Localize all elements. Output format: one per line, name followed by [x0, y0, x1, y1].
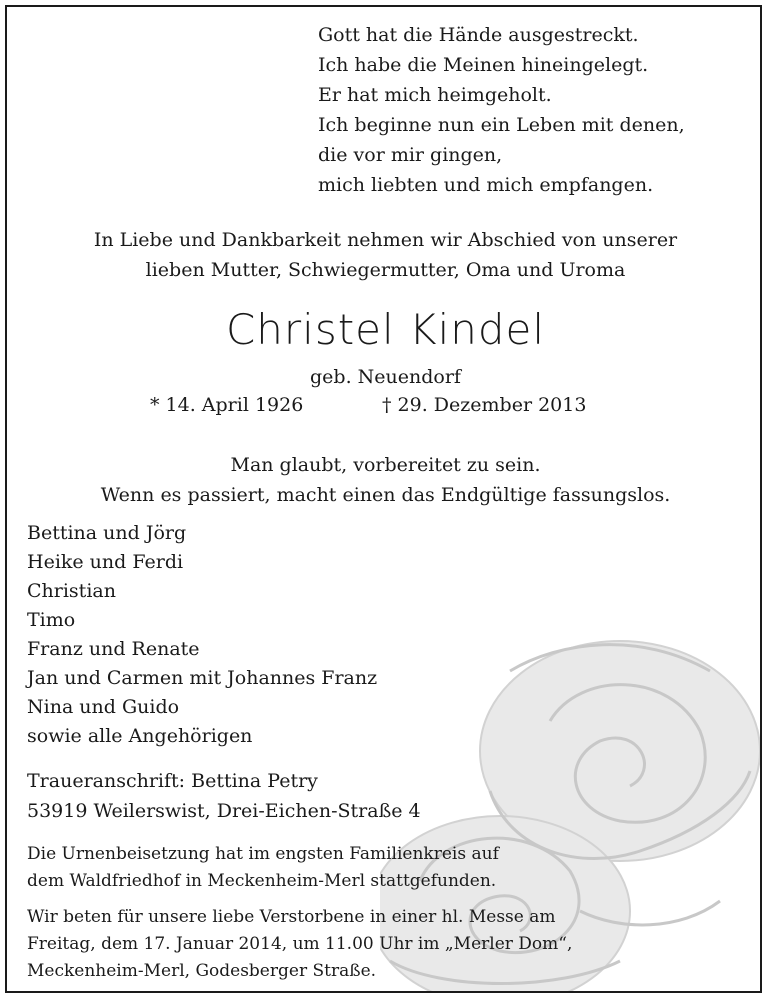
quote-line: Wenn es passiert, macht einen das Endgültige fassungslos.	[100, 484, 671, 506]
mass-line: Wir beten für unsere liebe Verstorbene in einer hl. Messe am	[27, 907, 556, 927]
mourner-name: Heike und Ferdi	[27, 551, 184, 573]
death-date: † 29. Dezember 2013	[382, 394, 587, 416]
mourner-name: Bettina und Jörg	[27, 522, 187, 544]
poem	[318, 21, 685, 201]
mourner-name: Nina und Guido	[27, 696, 180, 718]
birth-date: * 14. April 1926	[150, 394, 304, 416]
intro-line: In Liebe und Dankbarkeit nehmen wir Abschied von unserer	[93, 229, 678, 251]
obituary-frame	[5, 5, 762, 993]
mourner-name: Christian	[27, 580, 116, 602]
mourner-name: sowie alle Angehörigen	[27, 725, 253, 747]
mass-line: Freitag, dem 17. Januar 2014, um 11.00 Uhr im „Merler Dom“,	[27, 934, 573, 954]
maiden-name: geb. Neuendorf	[310, 366, 461, 388]
mourner-list	[27, 519, 377, 751]
poem-line: Er hat mich heimgeholt.	[318, 84, 552, 106]
mourner-name: Timo	[27, 609, 76, 631]
poem-line: Ich beginne nun ein Leben mit denen,	[318, 114, 685, 136]
burial-line: dem Waldfriedhof in Meckenheim-Merl stattgefunden.	[27, 871, 497, 891]
deceased-name: Christel Kindel	[225, 305, 546, 354]
mourner-name: Franz und Renate	[27, 638, 200, 660]
quote-line: Man glaubt, vorbereitet zu sein.	[230, 454, 541, 476]
poem-line: mich liebten und mich empfangen.	[318, 174, 654, 196]
address-line: Traueranschrift: Bettina Petry	[27, 770, 318, 792]
poem-line: Ich habe die Meinen hineingelegt.	[318, 54, 649, 76]
burial-line: Die Urnenbeisetzung hat im engsten Familienkreis auf	[27, 844, 499, 864]
address-line: 53919 Weilerswist, Drei-Eichen-Straße 4	[27, 800, 421, 822]
poem-line: die vor mir gingen,	[318, 144, 503, 166]
mass-line: Meckenheim-Merl, Godesberger Straße.	[27, 961, 377, 981]
mourner-name: Jan und Carmen mit Johannes Franz	[27, 667, 378, 689]
poem-line: Gott hat die Hände ausgestreckt.	[318, 24, 639, 46]
intro-line: lieben Mutter, Schwiegermutter, Oma und Uroma	[145, 259, 626, 281]
